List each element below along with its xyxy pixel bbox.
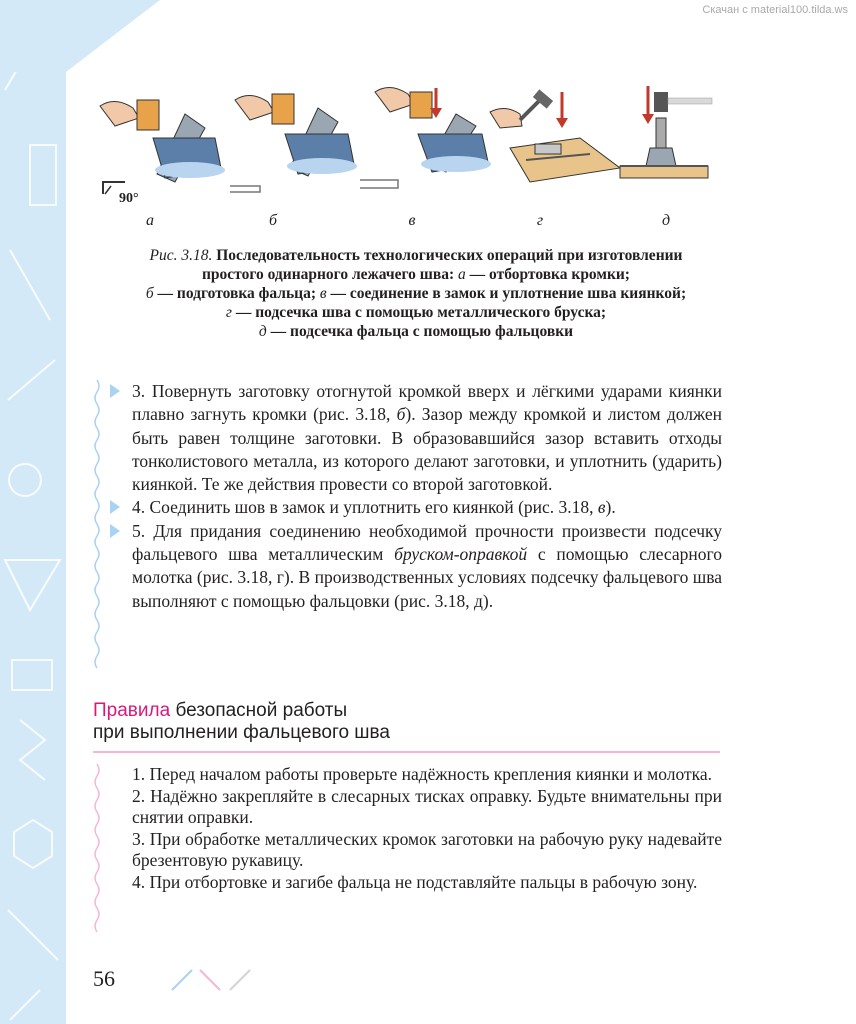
caption-label: Рис. 3.18. [149, 247, 213, 264]
illustration-a [100, 100, 225, 206]
figure-caption: Рис. 3.18. Последовательность технологических операций при изготовлении простого одинарного лежачего шва: а — отбортовка кромки; б — подготовка фальца; в — соединение в замок и уплотнение шва киянкой; г — подсечка шва с помощью металлического бруска; д — подсечка фальца с помощью фальцовки [145, 247, 687, 340]
step-5: 5. Для придания соединению необходимой прочности произвести подсечку фальцевого шва металлическим бруском-оправкой с помощью слесарного молотка (рис. 3.18, г). В производственных условиях подсечку фальцевого шва выполняют с помощью фальцовки (рис. 3.18, д). [132, 520, 722, 613]
figure-letter-d: д [661, 212, 671, 229]
figure-letter-v: в [408, 212, 416, 229]
rule-4: 4. При отбортовке и загибе фальца не подставляйте пальцы в рабочую зону. [132, 872, 698, 892]
steps-wavy-line [92, 380, 102, 670]
rule-3: 3. При обработке металлических кромок заготовки на рабочую руку надевайте брезентовую рукавицу. [132, 829, 722, 870]
step-4: 4. Соединить шов в замок и уплотнить его киянкой (рис. 3.18, в). [132, 496, 722, 519]
sidebar-pattern [0, 0, 66, 1024]
page-number: 56 [93, 966, 115, 991]
safety-rules-list [132, 764, 722, 894]
rules-wavy-line [92, 764, 102, 934]
step-3: 3. Повернуть заготовку отогнутой кромкой вверх и лёгкими ударами киянки плавно загнуть кромки (рис. 3.18, б). Зазор между кромкой и листом должен быть равен толщине заготовки. В образовавшийся зазор вставить отходы тонколистового металла, из которого делают заготовки, и уплотнить (ударить) киянкой. Те же действия провести со второй заготовкой. [132, 380, 722, 496]
safety-rules-title: Правила безопасной работы при выполнении фальцевого шва [93, 700, 390, 743]
decorative-sidebar [0, 0, 66, 1024]
svg-text:90°: 90° [119, 191, 139, 206]
triangle-bullet-icon [110, 524, 120, 538]
figure-letter-a: а [146, 212, 154, 229]
figure-letter-g: г [536, 212, 544, 229]
figure-3-18 [95, 78, 735, 226]
figure-illustrations [95, 78, 735, 226]
figure-letter-b: б [268, 212, 278, 229]
triangle-bullet-icon [110, 500, 120, 514]
illustration-g [490, 89, 620, 182]
decorative-lines [170, 968, 260, 992]
steps-list [132, 380, 722, 613]
rule-1: 1. Перед началом работы проверьте надёжность крепления киянки и молотка. [132, 764, 712, 784]
title-divider [93, 751, 720, 753]
title-accent: Правила [93, 700, 171, 721]
illustration-v [360, 87, 491, 188]
rule-2: 2. Надёжно закрепляйте в слесарных тисках оправку. Будьте внимательны при снятии оправки. [132, 786, 722, 827]
triangle-bullet-icon [110, 384, 120, 398]
illustration-d [620, 86, 712, 178]
sidebar-top-corner [0, 0, 160, 72]
watermark: Скачан с material100.tilda.ws [702, 4, 848, 16]
illustration-b [230, 94, 357, 192]
